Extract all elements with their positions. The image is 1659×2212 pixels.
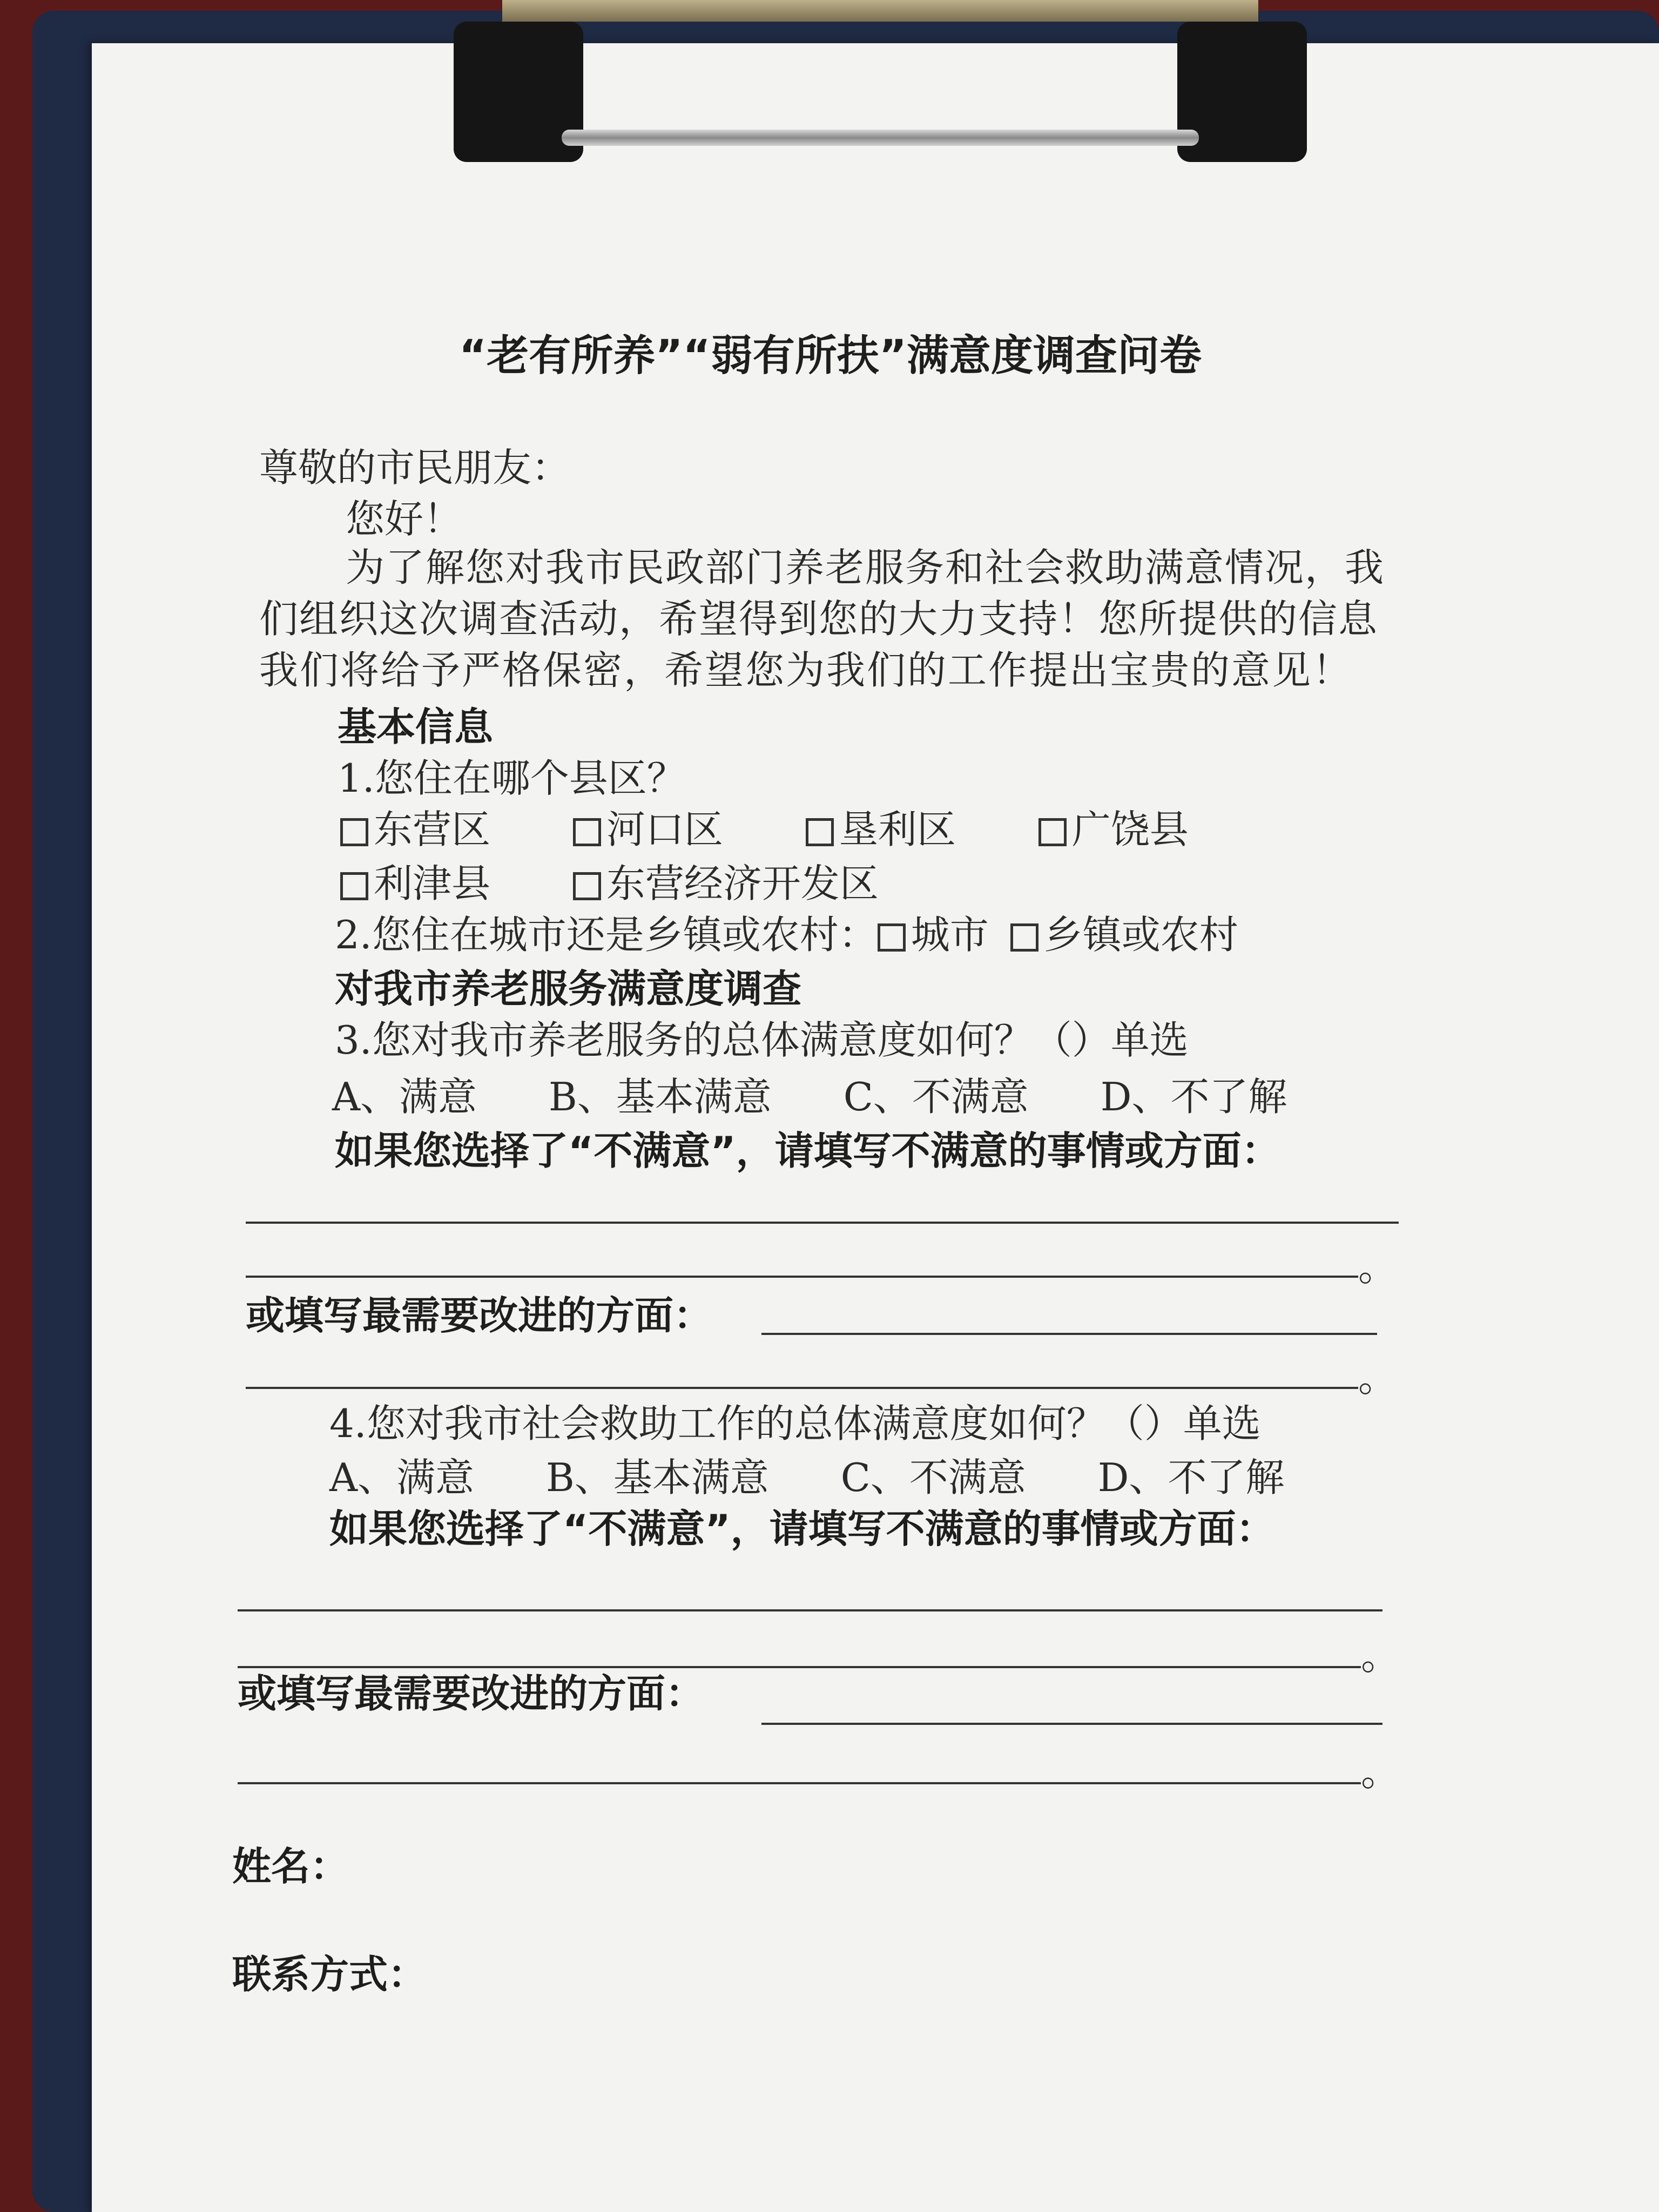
- q4-answer-line-1[interactable]: [238, 1609, 1382, 1611]
- page-title: “老有所养”“弱有所扶”满意度调查问卷: [459, 332, 1202, 380]
- q3-choices: [332, 1074, 1357, 1120]
- checkbox[interactable]: [573, 818, 601, 846]
- q4-followup: 如果您选择了“不满意”，请填写不满意的事情或方面：: [329, 1506, 1275, 1552]
- q4-improve-label: 或填写最需要改进的方面：: [238, 1671, 705, 1716]
- q2-row: 2.您住在城市还是乡镇或农村： 城市 乡镇或农村: [335, 912, 1238, 957]
- q3-improve-label: 或填写最需要改进的方面：: [246, 1293, 713, 1338]
- q3-followup: 如果您选择了“不满意”，请填写不满意的事情或方面：: [335, 1128, 1280, 1174]
- q4-improve-line-1[interactable]: [761, 1723, 1382, 1725]
- clipboard-clip: [454, 0, 1307, 162]
- intro-line-3: 我们将给予严格保密，希望您为我们的工作提出宝贵的意见！: [259, 648, 1353, 693]
- option-lijin[interactable]: 利津县: [340, 864, 490, 903]
- q4-choices: [329, 1455, 1354, 1500]
- q4-choice-c: C、不满意: [840, 1455, 1026, 1500]
- period: 。: [1361, 1749, 1400, 1795]
- q1-options-row1: [340, 807, 1259, 852]
- q3-answer-line-1[interactable]: [246, 1222, 1399, 1224]
- intro-line-2: 们组织这次调查活动，希望得到您的大力支持！您所提供的信息: [259, 596, 1379, 642]
- checkbox[interactable]: [573, 872, 601, 900]
- checkbox-city[interactable]: [878, 923, 906, 952]
- q2-text: 2.您住在城市还是乡镇或农村：: [335, 912, 878, 957]
- q3-choice-b: B、基本满意: [548, 1074, 772, 1120]
- intro-line-1: 为了解您对我市民政部门养老服务和社会救助满意情况，我: [346, 545, 1385, 590]
- q3-choice-d: D、不了解: [1100, 1074, 1287, 1120]
- q1-options-row2: [340, 861, 949, 906]
- period: 。: [1358, 1244, 1398, 1290]
- q1-text: 1.您住在哪个县区？: [338, 756, 686, 801]
- contact-label: 联系方式：: [232, 1952, 427, 1997]
- q3-answer-line-2[interactable]: [246, 1276, 1358, 1278]
- clip-hinge: [502, 0, 1258, 22]
- q4-choice-d: D、不了解: [1097, 1455, 1285, 1500]
- checkbox[interactable]: [340, 818, 368, 846]
- q4-choice-a: A、满意: [329, 1455, 474, 1500]
- q3-choice-a: A、满意: [332, 1074, 477, 1120]
- q3-text: 3.您对我市养老服务的总体满意度如何？（）单选: [335, 1017, 1189, 1063]
- option-economic-zone[interactable]: 东营经济开发区: [573, 864, 879, 903]
- q4-improve-line-2[interactable]: [238, 1782, 1361, 1784]
- section-elderly-survey: 对我市养老服务满意度调查: [335, 966, 802, 1011]
- q3-improve-line-1[interactable]: [761, 1333, 1377, 1335]
- section-basic-info: 基本信息: [338, 704, 494, 750]
- q4-text: 4.您对我市社会救助工作的总体满意度如何？（）单选: [329, 1401, 1261, 1446]
- option-dongying[interactable]: 东营区: [340, 810, 490, 849]
- checkbox[interactable]: [340, 872, 368, 900]
- q4-choice-b: B、基本满意: [545, 1455, 769, 1500]
- period: 。: [1361, 1633, 1400, 1678]
- option-kenli[interactable]: 垦利区: [806, 810, 956, 849]
- q3-improve-line-2[interactable]: [246, 1387, 1358, 1389]
- hello: 您好！: [346, 496, 463, 542]
- name-label: 姓名：: [232, 1844, 349, 1889]
- option-guangrao[interactable]: 广饶县: [1038, 810, 1189, 849]
- q4-answer-line-2[interactable]: [238, 1666, 1361, 1668]
- checkbox-town[interactable]: [1010, 923, 1038, 952]
- period: 。: [1358, 1355, 1398, 1400]
- checkbox[interactable]: [806, 818, 834, 846]
- greeting: 尊敬的市民朋友：: [259, 445, 571, 490]
- clip-wire: [562, 130, 1199, 146]
- q3-choice-c: C、不满意: [843, 1074, 1029, 1120]
- option-hekou[interactable]: 河口区: [573, 810, 723, 849]
- checkbox[interactable]: [1038, 818, 1067, 846]
